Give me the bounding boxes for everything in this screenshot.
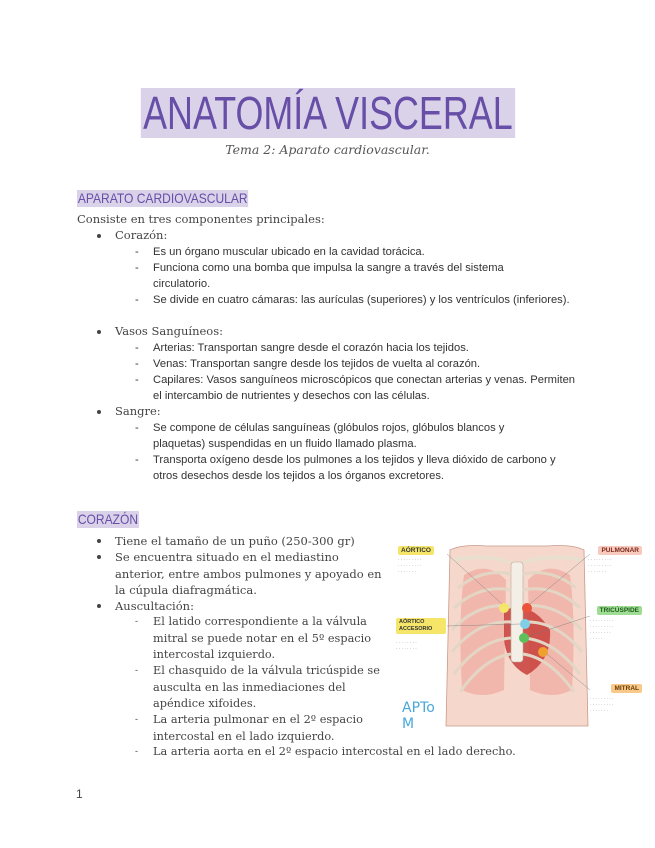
note-mitral: · · · · · · · · · · · · · · · · · · · · · · · · · xyxy=(590,696,614,713)
label-tricuspide: TRICÚSPIDE xyxy=(590,606,642,615)
section-heading-corazon: CORAZÓN xyxy=(77,511,139,527)
page-subtitle: Tema 2: Aparato cardiovascular. xyxy=(225,142,430,157)
title-wrap xyxy=(0,88,655,138)
note-pulmonar: · · · · · · · · · · · · · · · · · · · · · · · · · xyxy=(588,557,612,574)
bullet-dot xyxy=(97,555,101,559)
label-mitral: MITRAL xyxy=(590,684,642,693)
bullet-dot xyxy=(97,410,101,414)
mnemonic-label: APTo M xyxy=(402,700,435,732)
aortic-point xyxy=(499,603,509,613)
note-tricuspide: · · · · · · · · · · · · · · · · · · · · · · · · · · · · · · · xyxy=(590,618,614,641)
section-heading-aparato: APARATO CARDIOVASCULAR xyxy=(77,190,248,206)
bullet-dot xyxy=(97,234,101,238)
label-aortico: AÓRTICO xyxy=(398,546,450,555)
page-title: ANATOMÍA VISCERAL xyxy=(140,88,514,138)
note-aortico: · · · · · · · · · · · · · · · · · · · · · · · · · xyxy=(398,557,422,574)
list-item-label: Sangre: xyxy=(115,404,161,418)
sternum xyxy=(511,562,523,662)
tricuspid-point xyxy=(519,633,529,643)
bullet-dot xyxy=(97,604,101,608)
label-pulmonar: PULMONAR xyxy=(588,546,642,555)
document-page: ANATOMÍA VISCERAL Tema 2: Aparato cardiovascular. APARATO CARDIOVASCULAR Consiste en tres componentes principales: Corazón: - Es un órgano muscular ubicado en la cavidad torácica. - Funciona como una bomba que impulsa la sangre a través del sistema circulatorio. - Se divide en cuatro cámaras: las aurículas (superiores) y los ventrículos (inferiores). Vasos Sanguíneos: - Arterias: Transportan sangre desde el corazón hacia los tejidos. - Venas: Transportan sangre desde los tejidos de vuelta al corazón. - Capilares: Vasos sanguíneos microscópicos que conectan arterias y venas. Permiten el intercambio de nutrientes y desechos con las células. Sangre: - Se compone de células sanguíneas (glóbulos rojos, glóbulos blancos y plaquetas) suspendidas en un fluido llamado plasma. - Transporta oxígeno desde los pulmones a los tejidos y lleva dióxido de carbono y otros desechos desde los tejidos a los órganos excretores. CORAZÓN Tiene el tamaño de un puño (250-300 gr) Se encuentra situado en el mediastino anterior, entre ambos pulmones y apoyado en la cúpula diafragmática. Auscultación: - El latido correspondiente a la válvula mitral se puede notar en el 5º espacio intercostal izquierdo. - El chasquido de la válvula tricúspide se ausculta en las inmediaciones del apéndice xifoides. - La arteria pulmonar en el 2º espacio intercostal en el lado izquierdo. - La arteria aorta en el 2º espacio intercostal en el lado derecho. AÓRTICO · · · · · · · · · · · · · · · · · · · · · · · · · PULMONAR · · · · · · · · · · · · · · · · · · · · · · · · · AÓRTICO ACCESORIO · · · · · · · · · · · · · · · · TRICÚSPIDE · · · · · · · · · · · · · · · · · · · · · · · · · · · · · · · MITRAL · · · · · · · · · · · · · · · · · · · · · · · · · APTo M 1 xyxy=(0,0,655,848)
list-item-label: Corazón: xyxy=(115,228,168,242)
bullet-dot xyxy=(97,539,101,543)
mitral-point xyxy=(538,647,548,657)
auscultation-figure xyxy=(392,540,642,732)
note-aortico-accesorio: · · · · · · · · · · · · · · · · xyxy=(396,640,417,651)
label-aortico-accesorio: AÓRTICO ACCESORIO xyxy=(396,618,446,634)
bullet-dot xyxy=(97,330,101,334)
accessory-aortic-point xyxy=(520,619,530,629)
intro-text: Consiste en tres componentes principales: xyxy=(77,212,325,226)
pulmonary-point xyxy=(522,603,532,613)
page-number: 1 xyxy=(76,787,83,801)
list-item-label: Vasos Sanguíneos: xyxy=(115,324,223,338)
